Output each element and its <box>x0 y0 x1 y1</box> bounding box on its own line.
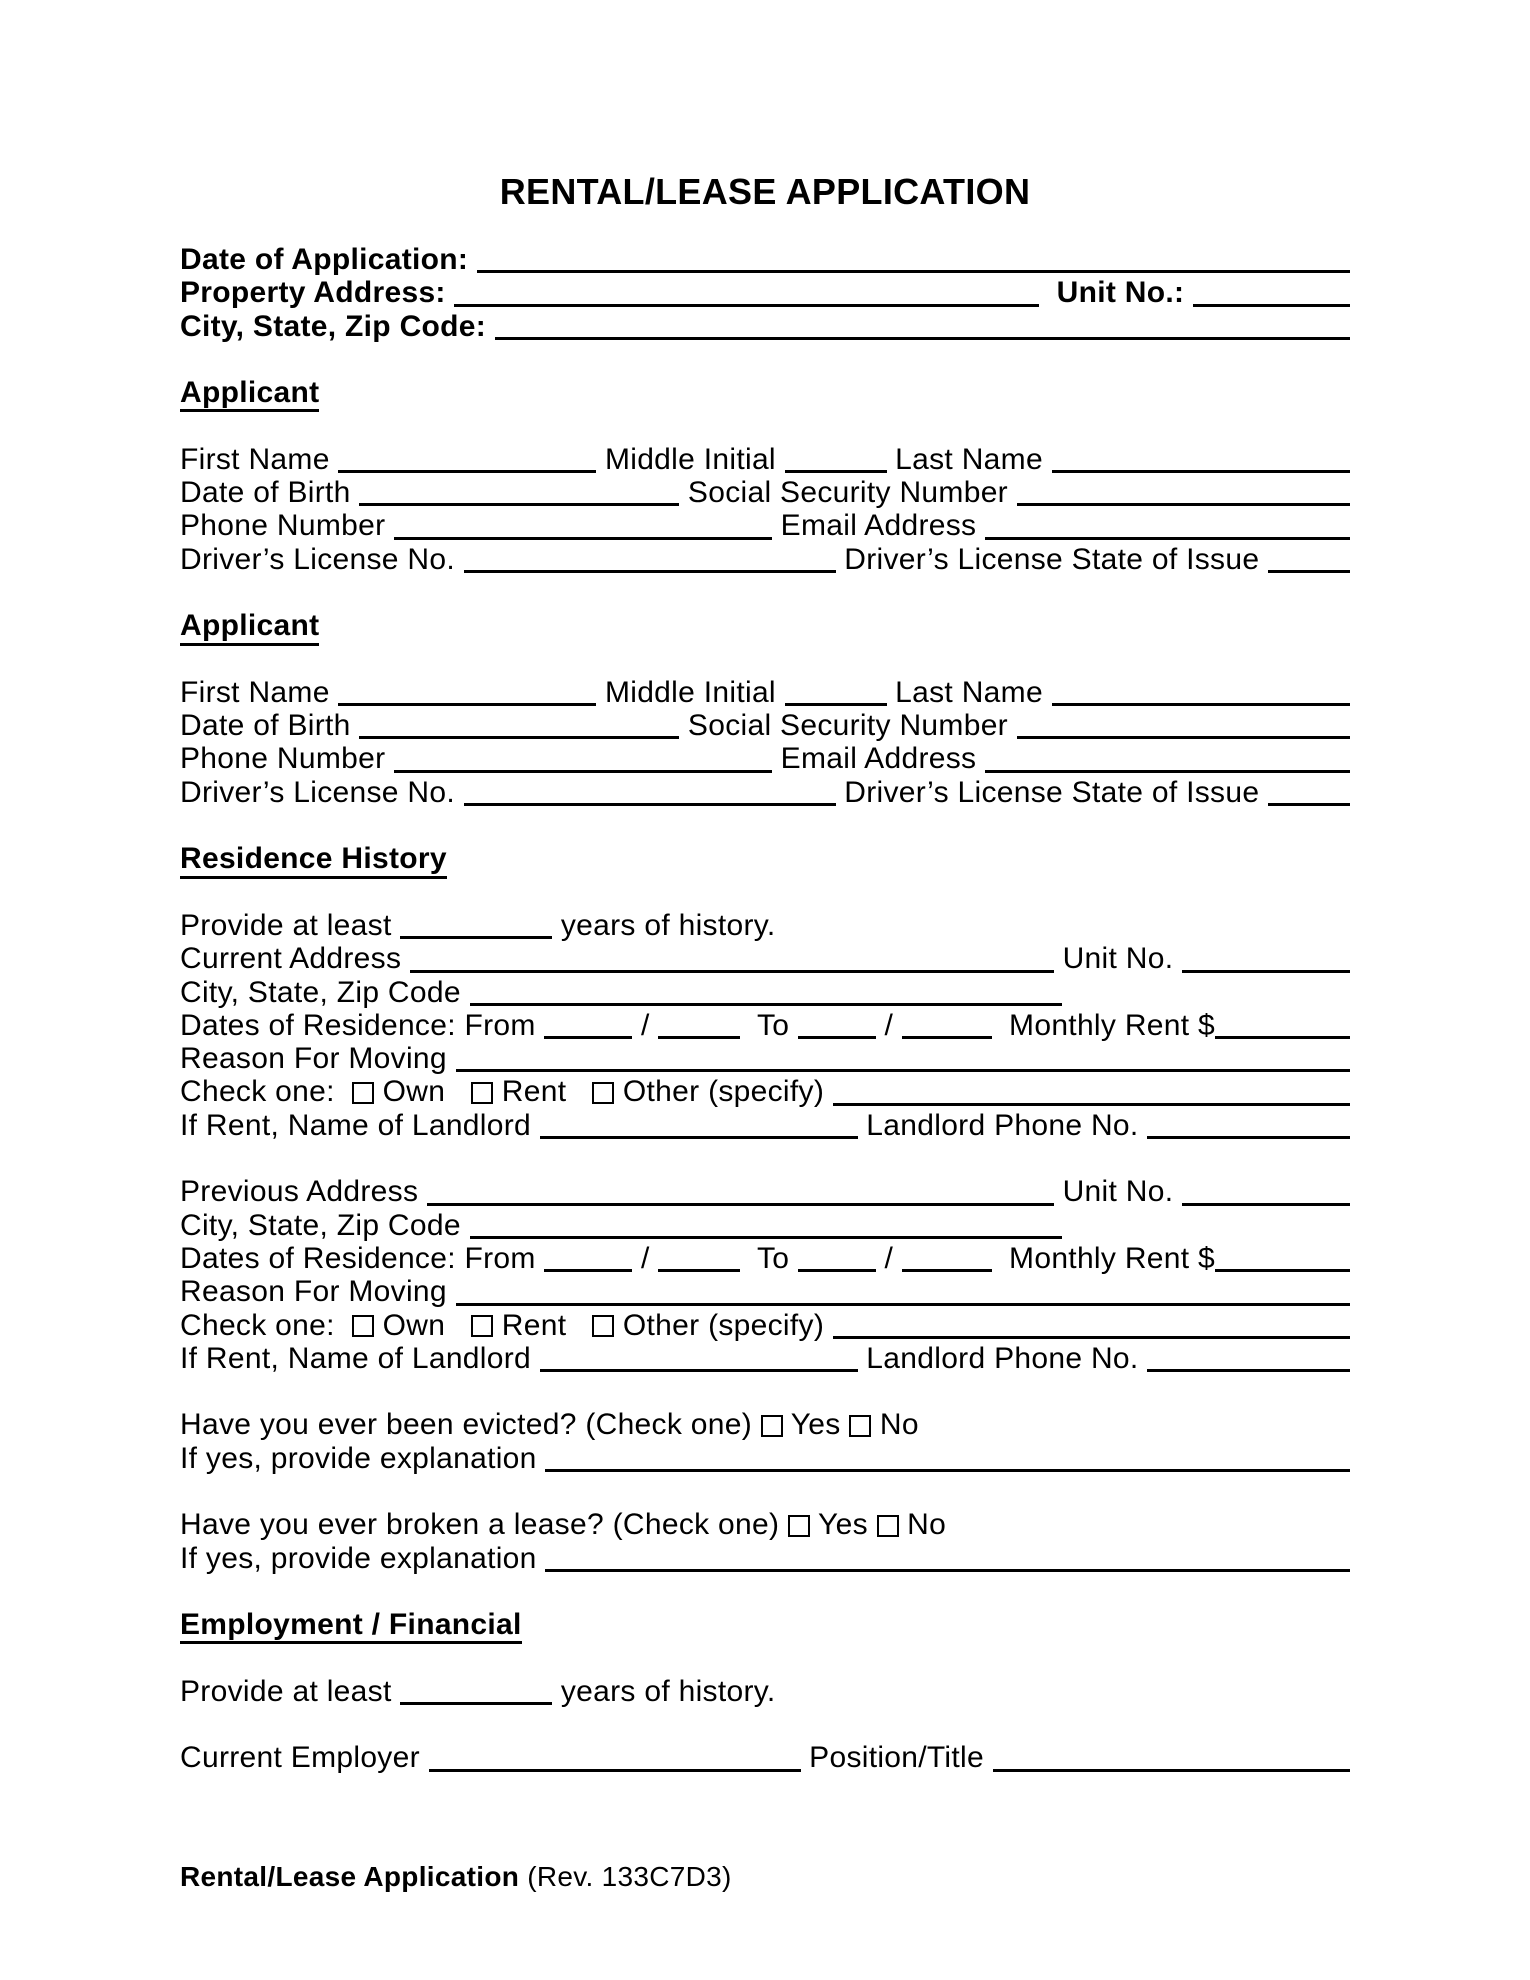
applicant-2-name-row-label-0: First Name <box>180 675 339 709</box>
current-address-row-blank-1 <box>410 970 1054 973</box>
current-own-checkbox <box>352 1082 374 1104</box>
applicant-1-license-row-blank-1 <box>464 570 836 573</box>
current-city-state-zip-row-blank-1 <box>470 1003 1062 1006</box>
city-state-zip-header-row-blank-1 <box>495 337 1350 340</box>
employment-years-row-blank-1 <box>400 1702 552 1705</box>
applicant-1-dob-ssn-row-label-0: Date of Birth <box>180 476 360 510</box>
applicant-1-dob-ssn-row-blank-3 <box>1017 503 1350 506</box>
evicted-explanation-row-label-0: If yes, provide explanation <box>180 1441 546 1475</box>
previous-own-checkbox <box>352 1315 374 1337</box>
previous-dates-of-residence-row-blank-1 <box>544 1269 632 1272</box>
previous-landlord-row-blank-3 <box>1147 1369 1350 1372</box>
current-city-state-zip-row <box>180 976 1350 1009</box>
employment-years-row <box>180 1675 1350 1708</box>
applicant-1-dob-ssn-row <box>180 476 1350 509</box>
current-address-row-blank-3 <box>1182 970 1350 973</box>
current-dates-of-residence-row-label-8: Monthly Rent $ <box>991 1008 1216 1042</box>
applicant-2-license-row-blank-1 <box>464 803 836 806</box>
current-address-row <box>180 942 1350 975</box>
applicant-2-license-row <box>180 776 1350 809</box>
current-dates-of-residence-row-label-6: / <box>875 1008 902 1042</box>
current-landlord-row-label-2: Landlord Phone No. <box>857 1108 1148 1142</box>
current-check-one-row-label-6: Other (specify) <box>614 1075 833 1109</box>
applicant-2-license-row-label-2: Driver’s License State of Issue <box>835 775 1268 809</box>
page-title: RENTAL/LEASE APPLICATION <box>499 171 1031 212</box>
current-check-one-row-label-0: Check one: <box>180 1075 353 1109</box>
previous-dates-of-residence-row-blank-9 <box>1215 1269 1350 1272</box>
applicant-2-dob-ssn-row-label-2: Social Security Number <box>679 709 1017 743</box>
applicant-2-license-row-label-0: Driver’s License No. <box>180 775 464 809</box>
applicant-1-phone-email-row-label-2: Email Address <box>772 509 985 543</box>
current-employer-row-blank-3 <box>993 1769 1350 1772</box>
previous-check-one-row-blank-7 <box>833 1336 1350 1339</box>
residence-history-heading: Residence History <box>180 842 447 878</box>
footer <box>180 1861 732 1893</box>
current-landlord-row-blank-1 <box>540 1136 858 1139</box>
current-address-row-label-0: Current Address <box>180 942 410 976</box>
broken-lease-explanation-row-blank-1 <box>545 1569 1350 1572</box>
current-dates-of-residence-row-blank-9 <box>1215 1036 1350 1039</box>
applicant-2-name-row-blank-3 <box>785 703 887 706</box>
previous-check-one-row-label-4: Rent <box>493 1308 593 1342</box>
applicant-1-license-row-blank-3 <box>1268 570 1350 573</box>
applicant-1-dob-ssn-row-label-2: Social Security Number <box>679 476 1017 510</box>
spacer-row <box>180 1375 1350 1408</box>
current-dates-of-residence-row-label-0: Dates of Residence: From <box>180 1008 545 1042</box>
applicant-1-heading-row <box>180 376 1350 409</box>
city-state-zip-header-row-label-0: City, State, Zip Code: <box>180 309 495 343</box>
applicant-2-heading: Applicant <box>180 609 319 645</box>
employment-financial-heading: Employment / Financial <box>180 1608 522 1644</box>
current-employer-row <box>180 1741 1350 1774</box>
applicant-1-phone-email-row-label-0: Phone Number <box>180 509 395 543</box>
spacer-row <box>180 809 1350 842</box>
previous-other-checkbox <box>592 1315 614 1337</box>
residence-years-row <box>180 909 1350 942</box>
current-dates-of-residence-row-blank-1 <box>544 1036 632 1039</box>
applicant-1-phone-email-row <box>180 509 1350 542</box>
current-reason-for-moving-row <box>180 1042 1350 1075</box>
applicant-2-license-row-blank-3 <box>1268 803 1350 806</box>
broken-lease-question-row-label-0: Have you ever broken a lease? (Check one) <box>180 1508 788 1542</box>
date-of-application-row <box>180 243 1350 276</box>
previous-address-row-label-2: Unit No. <box>1053 1175 1182 1209</box>
previous-rent-checkbox <box>471 1315 493 1337</box>
applicant-2-dob-ssn-row <box>180 709 1350 742</box>
applicant-1-license-row-label-2: Driver’s License State of Issue <box>835 542 1268 576</box>
previous-city-state-zip-row <box>180 1209 1350 1242</box>
previous-dates-of-residence-row-label-8: Monthly Rent $ <box>991 1241 1216 1275</box>
evicted-question-row-label-0: Have you ever been evicted? (Check one) <box>180 1408 761 1442</box>
current-employer-row-blank-1 <box>429 1769 801 1772</box>
residence-years-row-label-0: Provide at least <box>180 908 401 942</box>
city-state-zip-header-row <box>180 310 1350 343</box>
previous-dates-of-residence-row-label-0: Dates of Residence: From <box>180 1241 545 1275</box>
current-dates-of-residence-row-blank-5 <box>798 1036 876 1039</box>
previous-reason-for-moving-row <box>180 1275 1350 1308</box>
broken-lease-question-row <box>180 1508 1350 1541</box>
current-dates-of-residence-row-label-2: / <box>632 1008 659 1042</box>
broken-lease-explanation-row <box>180 1542 1350 1575</box>
applicant-2-heading-row <box>180 609 1350 642</box>
employment-years-row-label-0: Provide at least <box>180 1674 401 1708</box>
date-of-application-row-blank-1 <box>477 270 1350 273</box>
property-address-row-blank-3 <box>1193 304 1350 307</box>
previous-address-row-blank-1 <box>427 1203 1054 1206</box>
previous-landlord-row-label-2: Landlord Phone No. <box>857 1341 1148 1375</box>
form-body <box>180 243 1350 1775</box>
broken-lease-no-checkbox <box>877 1515 899 1537</box>
broken-lease-yes-checkbox <box>788 1515 810 1537</box>
previous-city-state-zip-row-label-0: City, State, Zip Code <box>180 1208 470 1242</box>
previous-check-one-row <box>180 1309 1350 1342</box>
current-employer-row-label-0: Current Employer <box>180 1741 429 1775</box>
current-check-one-row-label-2: Own <box>374 1075 472 1109</box>
current-dates-of-residence-row-label-4: To <box>740 1008 798 1042</box>
previous-reason-for-moving-row-label-0: Reason For Moving <box>180 1275 456 1309</box>
previous-dates-of-residence-row-label-2: / <box>632 1241 659 1275</box>
previous-dates-of-residence-row-blank-7 <box>902 1269 992 1272</box>
previous-dates-of-residence-row-label-4: To <box>740 1241 798 1275</box>
applicant-1-name-row <box>180 443 1350 476</box>
residence-years-row-label-2: years of history. <box>552 908 776 942</box>
residence-years-row-blank-1 <box>400 936 552 939</box>
applicant-2-phone-email-row-blank-3 <box>985 770 1350 773</box>
evicted-explanation-row <box>180 1442 1350 1475</box>
previous-landlord-row-blank-1 <box>540 1369 858 1372</box>
applicant-1-license-row-label-0: Driver’s License No. <box>180 542 464 576</box>
applicant-1-name-row-blank-1 <box>338 470 596 473</box>
current-employer-row-label-2: Position/Title <box>800 1741 993 1775</box>
applicant-2-name-row <box>180 676 1350 709</box>
applicant-2-dob-ssn-row-blank-1 <box>359 736 679 739</box>
property-address-row-label-0: Property Address: <box>180 276 455 310</box>
previous-dates-of-residence-row <box>180 1242 1350 1275</box>
current-check-one-row-label-4: Rent <box>493 1075 593 1109</box>
broken-lease-question-row-label-2: Yes <box>809 1508 877 1542</box>
current-rent-checkbox <box>471 1082 493 1104</box>
previous-address-row-label-0: Previous Address <box>180 1175 427 1209</box>
previous-dates-of-residence-row-blank-3 <box>658 1269 740 1272</box>
current-dates-of-residence-row-blank-7 <box>902 1036 992 1039</box>
current-dates-of-residence-row <box>180 1009 1350 1042</box>
date-of-application-row-label-0: Date of Application: <box>180 243 477 276</box>
current-check-one-row-blank-7 <box>833 1103 1350 1106</box>
applicant-2-phone-email-row <box>180 742 1350 775</box>
previous-address-row-blank-3 <box>1182 1203 1350 1206</box>
applicant-1-dob-ssn-row-blank-1 <box>359 503 679 506</box>
residence-history-heading-row <box>180 842 1350 875</box>
applicant-1-name-row-blank-3 <box>785 470 887 473</box>
current-landlord-row-label-0: If Rent, Name of Landlord <box>180 1108 540 1142</box>
current-landlord-row-blank-3 <box>1147 1136 1350 1139</box>
applicant-2-phone-email-row-label-2: Email Address <box>772 742 985 776</box>
evicted-yes-checkbox <box>761 1415 783 1437</box>
spacer-row <box>180 343 1350 376</box>
current-check-one-row <box>180 1075 1350 1108</box>
spacer-row <box>180 1641 1350 1674</box>
applicant-2-phone-email-row-blank-1 <box>394 770 772 773</box>
applicant-2-phone-email-row-label-0: Phone Number <box>180 742 395 776</box>
applicant-2-name-row-label-4: Last Name <box>886 675 1052 709</box>
current-city-state-zip-row-label-0: City, State, Zip Code <box>180 975 470 1009</box>
previous-dates-of-residence-row-blank-5 <box>798 1269 876 1272</box>
applicant-1-name-row-label-0: First Name <box>180 442 339 476</box>
evicted-question-row <box>180 1408 1350 1441</box>
spacer-row <box>180 576 1350 609</box>
previous-check-one-row-label-2: Own <box>374 1308 472 1342</box>
applicant-2-name-row-blank-5 <box>1052 703 1350 706</box>
employment-years-row-label-2: years of history. <box>552 1674 776 1708</box>
current-landlord-row <box>180 1109 1350 1142</box>
previous-check-one-row-label-6: Other (specify) <box>614 1308 833 1342</box>
previous-landlord-row-label-0: If Rent, Name of Landlord <box>180 1341 540 1375</box>
applicant-2-dob-ssn-row-blank-3 <box>1017 736 1350 739</box>
property-address-row-label-2: Unit No.: <box>1039 276 1193 310</box>
broken-lease-question-row-label-4: No <box>898 1508 947 1542</box>
footer-document-name: Rental/Lease Application <box>180 1861 520 1892</box>
employment-financial-heading-row <box>180 1608 1350 1641</box>
applicant-1-name-row-label-4: Last Name <box>886 442 1052 476</box>
spacer-row <box>180 1475 1350 1508</box>
previous-reason-for-moving-row-blank-1 <box>456 1303 1350 1306</box>
spacer-row <box>180 1142 1350 1175</box>
applicant-1-phone-email-row-blank-3 <box>985 537 1350 540</box>
broken-lease-explanation-row-label-0: If yes, provide explanation <box>180 1541 546 1575</box>
property-address-row <box>180 276 1350 309</box>
applicant-1-heading: Applicant <box>180 376 319 412</box>
spacer-row <box>180 1708 1350 1741</box>
current-reason-for-moving-row-blank-1 <box>456 1069 1350 1072</box>
applicant-2-name-row-label-2: Middle Initial <box>596 675 785 709</box>
evicted-explanation-row-blank-1 <box>545 1469 1350 1472</box>
previous-city-state-zip-row-blank-1 <box>470 1236 1062 1239</box>
applicant-1-license-row <box>180 543 1350 576</box>
current-dates-of-residence-row-blank-3 <box>658 1036 740 1039</box>
evicted-no-checkbox <box>849 1415 871 1437</box>
previous-dates-of-residence-row-label-6: / <box>875 1241 902 1275</box>
previous-check-one-row-label-0: Check one: <box>180 1308 353 1342</box>
property-address-row-blank-1 <box>454 304 1039 307</box>
spacer-row <box>180 876 1350 909</box>
applicant-1-name-row-label-2: Middle Initial <box>596 442 785 476</box>
evicted-question-row-label-2: Yes <box>782 1408 850 1442</box>
applicant-2-dob-ssn-row-label-0: Date of Birth <box>180 709 360 743</box>
evicted-question-row-label-4: No <box>871 1408 919 1442</box>
applicant-1-name-row-blank-5 <box>1052 470 1350 473</box>
current-reason-for-moving-row-label-0: Reason For Moving <box>180 1042 456 1076</box>
previous-landlord-row <box>180 1342 1350 1375</box>
previous-address-row <box>180 1175 1350 1208</box>
current-other-checkbox <box>592 1082 614 1104</box>
spacer-row <box>180 1575 1350 1608</box>
spacer-row <box>180 643 1350 676</box>
applicant-1-phone-email-row-blank-1 <box>394 537 772 540</box>
footer-revision: (Rev. 133C7D3) <box>519 1861 732 1892</box>
applicant-2-name-row-blank-1 <box>338 703 596 706</box>
spacer-row <box>180 409 1350 442</box>
current-address-row-label-2: Unit No. <box>1053 942 1182 976</box>
